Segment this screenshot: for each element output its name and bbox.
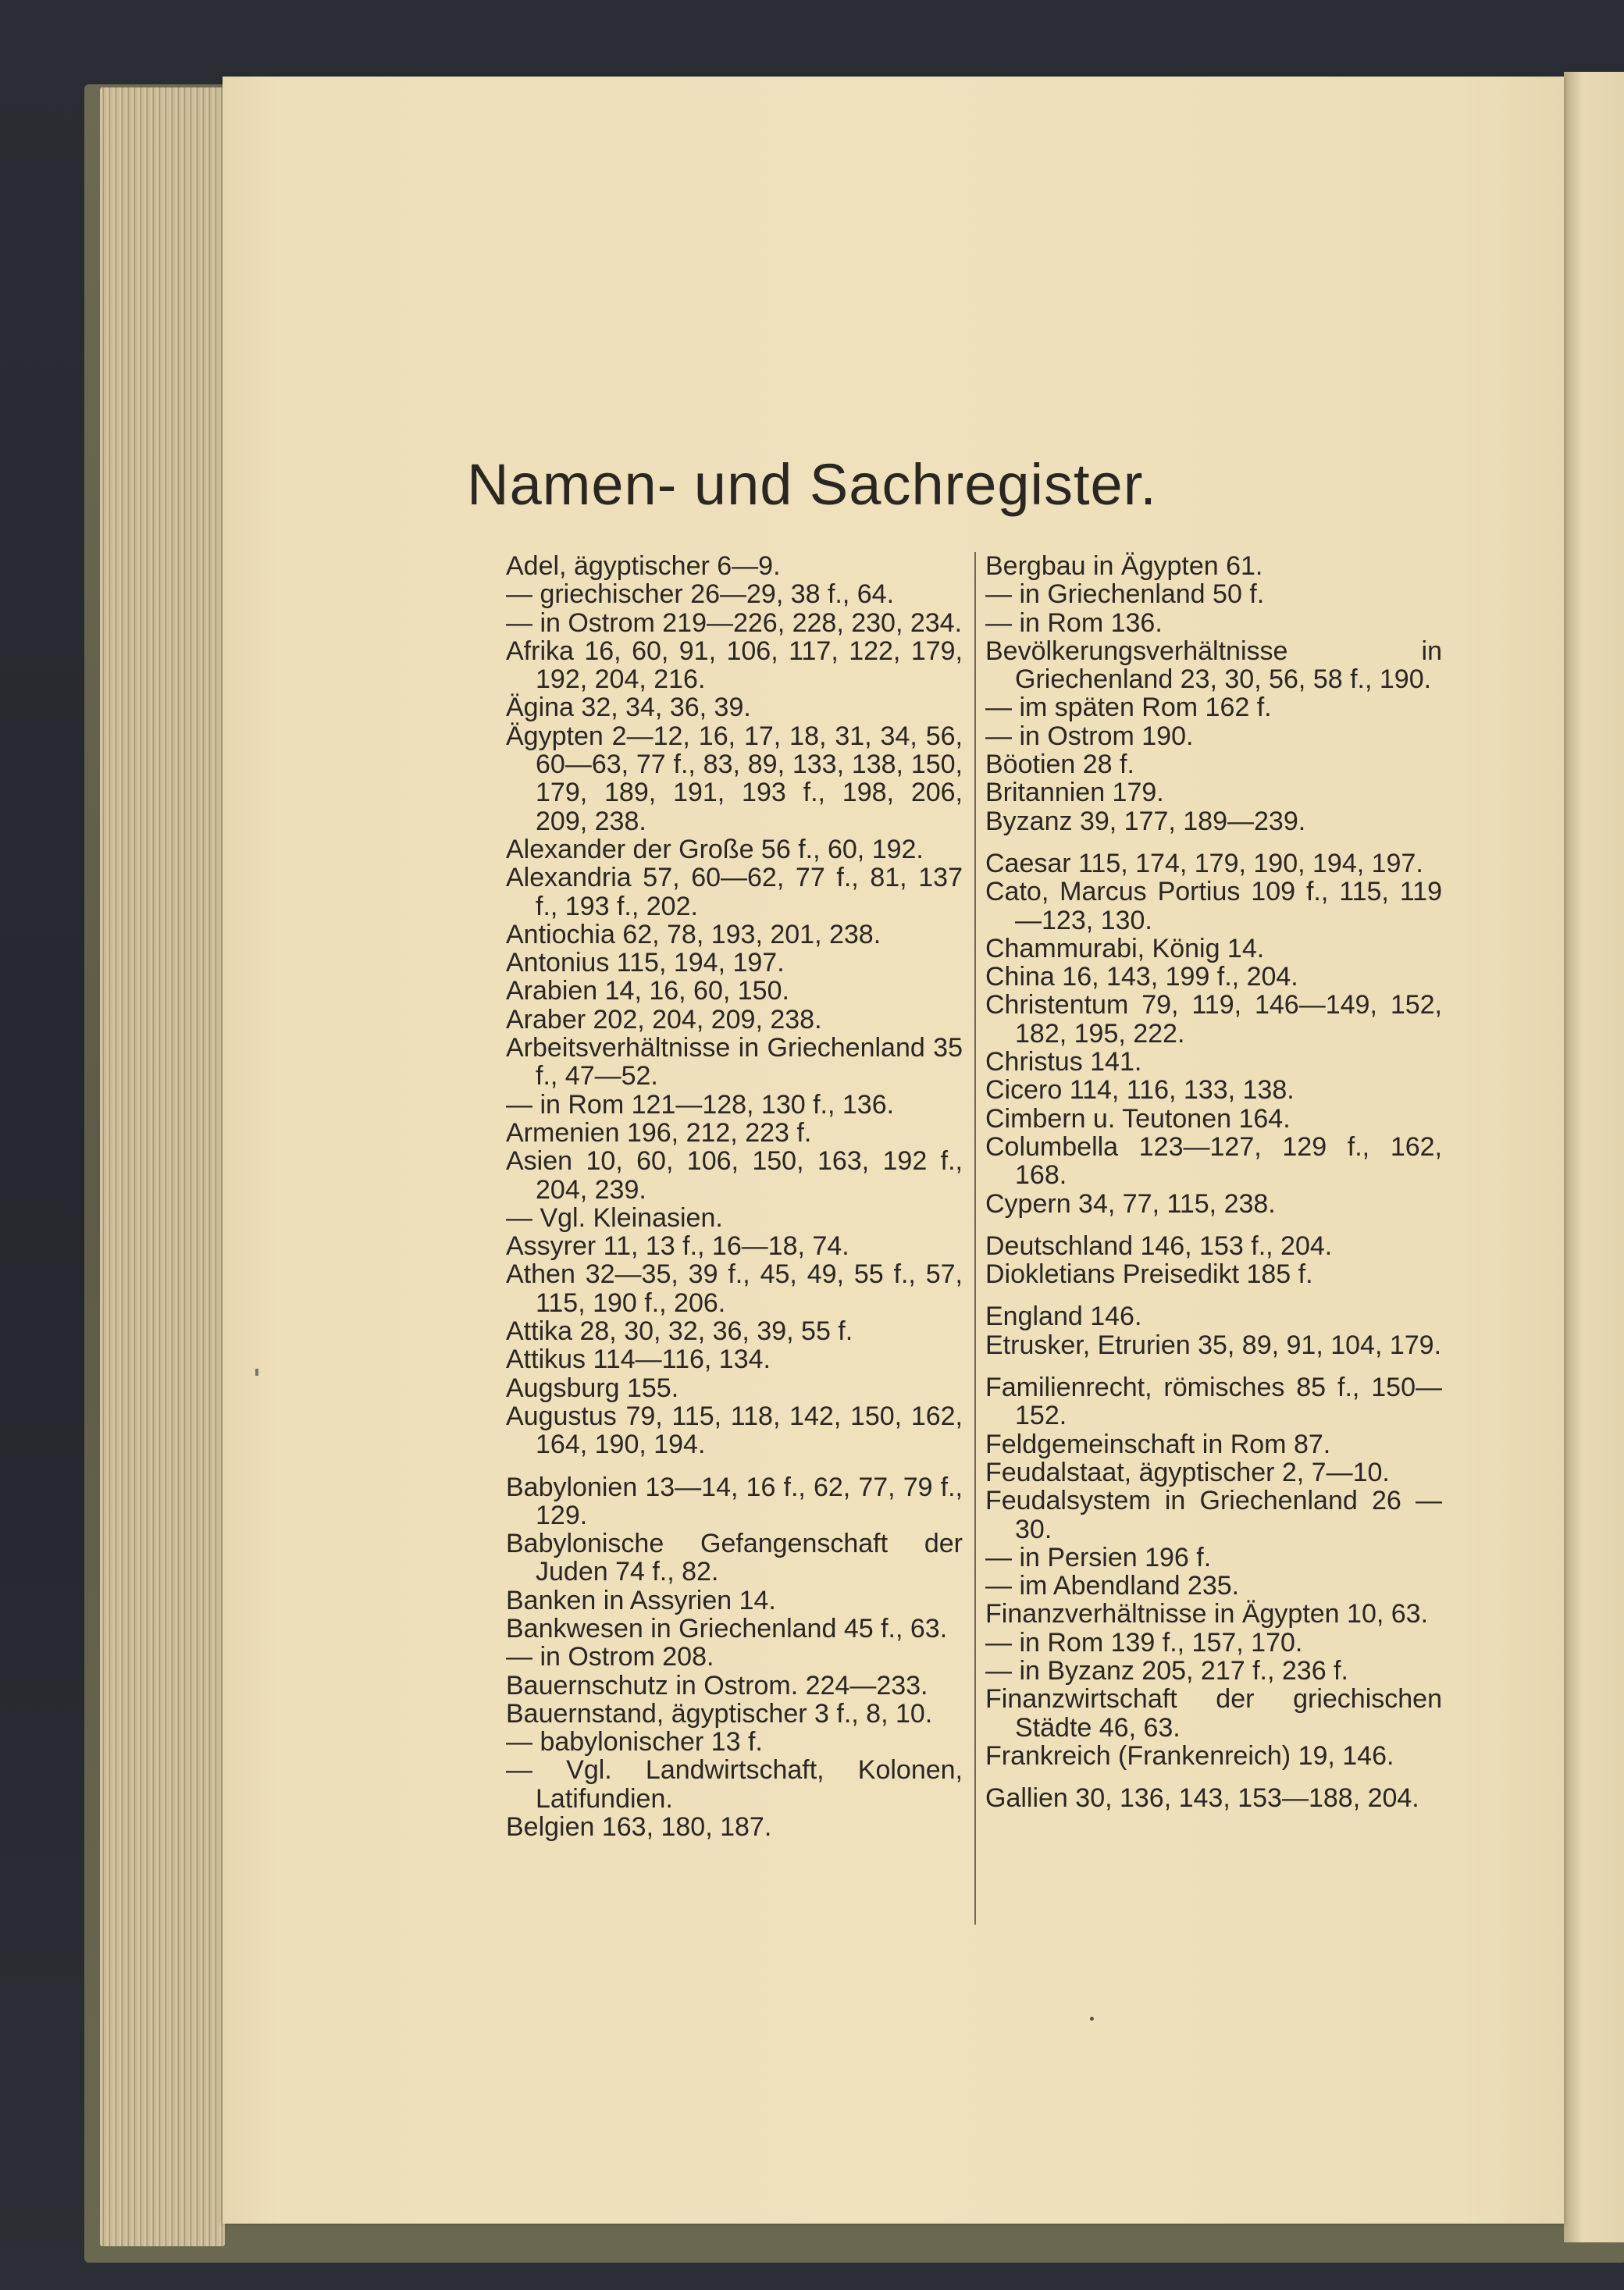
- next-page-edge: [1564, 72, 1624, 2242]
- index-entry: Christentum 79, 119, 146—149, 152, 182, 195, 222.: [985, 990, 1442, 1049]
- index-entry: Augustus 79, 115, 118, 142, 150, 162, 164, 190, 194.: [506, 1401, 963, 1460]
- index-entry: Byzanz 39, 177, 189—239.: [985, 806, 1306, 836]
- column-divider: [974, 552, 976, 1925]
- index-entry: England 146.: [985, 1302, 1142, 1332]
- index-entry: — babylonischer 13 f.: [506, 1727, 763, 1758]
- page-title: Namen- und Sachregister.: [467, 452, 1157, 517]
- index-entry: Belgien 163, 180, 187.: [506, 1812, 772, 1843]
- index-entry: Babylonische Gefangenschaft der Juden 74 f., 82.: [506, 1529, 963, 1587]
- index-entry: — in Byzanz 205, 217 f., 236 f.: [985, 1655, 1348, 1686]
- index-column-left: [506, 552, 963, 1841]
- index-entry: Feudalstaat, ägyptischer 2, 7—10.: [985, 1457, 1390, 1487]
- index-column-right: [985, 552, 1442, 1812]
- index-entry: — in Ostrom 219—226, 228, 230, 234.: [506, 607, 963, 638]
- index-entry: Banken in Assyrien 14.: [506, 1585, 776, 1615]
- index-entry: Feldgemeinschaft in Rom 87.: [985, 1429, 1331, 1459]
- index-entry: Afrika 16, 60, 91, 106, 117, 122, 179, 192, 204, 216.: [506, 636, 963, 695]
- index-entry: Cypern 34, 77, 115, 238.: [985, 1188, 1276, 1219]
- index-entry: Bevölkerungsverhältnisse in Griechenland 23, 30, 56, 58 f., 190.: [985, 636, 1442, 695]
- index-entry: Bauernstand, ägyptischer 3 f., 8, 10.: [506, 1698, 933, 1729]
- index-entry: Etrusker, Etrurien 35, 89, 91, 104, 179.: [985, 1330, 1442, 1360]
- index-entry: Cicero 114, 116, 133, 138.: [985, 1075, 1295, 1106]
- index-entry: — im späten Rom 162 f.: [985, 693, 1272, 723]
- index-entry: Assyrer 11, 13 f., 16—18, 74.: [506, 1231, 849, 1262]
- index-entry: Ägypten 2—12, 16, 17, 18, 31, 34, 56, 60—63, 77 f., 83, 89, 133, 138, 150, 179, 189, 191, 193 f., 198, 206, 209, 238.: [506, 721, 963, 836]
- index-entry: — griechischer 26—29, 38 f., 64.: [506, 579, 895, 610]
- index-entry: Bankwesen in Griechenland 45 f., 63.: [506, 1613, 948, 1644]
- page-mark: [1090, 2017, 1094, 2021]
- index-entry: — in Rom 136.: [985, 607, 1163, 638]
- index-entry: Athen 32—35, 39 f., 45, 49, 55 f., 57, 115, 190 f., 206.: [506, 1259, 963, 1318]
- index-entry: Bergbau in Ägypten 61.: [985, 551, 1263, 581]
- index-entry: Alexander der Große 56 f., 60, 192.: [506, 834, 924, 864]
- index-entry: Familienrecht, römisches 85 f., 150—152.: [985, 1373, 1442, 1431]
- index-entry: Chammurabi, König 14.: [985, 933, 1265, 963]
- index-entry: Cimbern u. Teutonen 164.: [985, 1103, 1291, 1134]
- index-entry: Caesar 115, 174, 179, 190, 194, 197.: [985, 848, 1423, 878]
- index-entry: — in Ostrom 208.: [506, 1642, 714, 1672]
- margin-speck: [255, 1369, 258, 1376]
- index-entry: Böotien 28 f.: [985, 750, 1134, 780]
- index-entry: Adel, ägyptischer 6—9.: [506, 551, 781, 581]
- index-entry: Bauernschutz in Ostrom. 224—233.: [506, 1670, 928, 1701]
- index-entry: — Vgl. Landwirtschaft, Kolonen, Latifundien.: [506, 1755, 963, 1814]
- index-entry: Arabien 14, 16, 60, 150.: [506, 976, 789, 1006]
- index-entry: China 16, 143, 199 f., 204.: [985, 962, 1298, 992]
- index-entry: Attika 28, 30, 32, 36, 39, 55 f.: [506, 1316, 853, 1347]
- index-entry: Asien 10, 60, 106, 150, 163, 192 f., 204, 239.: [506, 1146, 963, 1205]
- index-entry: Armenien 196, 212, 223 f.: [506, 1117, 812, 1148]
- index-entry: — in Persien 196 f.: [985, 1542, 1212, 1572]
- index-entry: Alexandria 57, 60—62, 77 f., 81, 137 f., 193 f., 202.: [506, 863, 963, 921]
- index-entry: Finanzwirtschaft der griechischen Städte 46, 63.: [985, 1684, 1442, 1743]
- index-entry: Diokletians Preisedikt 185 f.: [985, 1259, 1313, 1290]
- index-entry: Babylonien 13—14, 16 f., 62, 77, 79 f., 129.: [506, 1472, 963, 1530]
- index-entry: — in Griechenland 50 f.: [985, 579, 1265, 610]
- page-edges: [100, 87, 225, 2246]
- index-entry: Frankreich (Frankenreich) 19, 146.: [985, 1740, 1394, 1771]
- index-entry: — in Rom 121—128, 130 f., 136.: [506, 1089, 895, 1120]
- index-entry: Cato, Marcus Portius 109 f., 115, 119—123, 130.: [985, 877, 1442, 935]
- index-entry: Finanzverhältnisse in Ägypten 10, 63.: [985, 1599, 1429, 1629]
- index-entry: Feudalsystem in Griechenland 26 —30.: [985, 1486, 1442, 1544]
- index-entry: — Vgl. Kleinasien.: [506, 1202, 723, 1233]
- index-entry: Deutschland 146, 153 f., 204.: [985, 1230, 1333, 1261]
- index-entry: Araber 202, 204, 209, 238.: [506, 1004, 822, 1035]
- index-entry: Augsburg 155.: [506, 1373, 679, 1403]
- index-entry: Gallien 30, 136, 143, 153—188, 204.: [985, 1783, 1419, 1814]
- index-entry: Ägina 32, 34, 36, 39.: [506, 693, 751, 723]
- index-entry: Britannien 179.: [985, 778, 1164, 808]
- index-entry: — im Abendland 235.: [985, 1571, 1240, 1601]
- index-entry: Columbella 123—127, 129 f., 162, 168.: [985, 1131, 1442, 1191]
- index-entry: Arbeitsverhältnisse in Griechenland 35 f., 47—52.: [506, 1033, 963, 1092]
- index-entry: — in Ostrom 190.: [985, 721, 1194, 751]
- index-entry: — in Rom 139 f., 157, 170.: [985, 1627, 1303, 1658]
- index-entry: Christus 141.: [985, 1047, 1142, 1077]
- index-entry: Antonius 115, 194, 197.: [506, 948, 785, 978]
- index-entry: Attikus 114—116, 134.: [506, 1344, 771, 1375]
- index-entry: Antiochia 62, 78, 193, 201, 238.: [506, 919, 881, 949]
